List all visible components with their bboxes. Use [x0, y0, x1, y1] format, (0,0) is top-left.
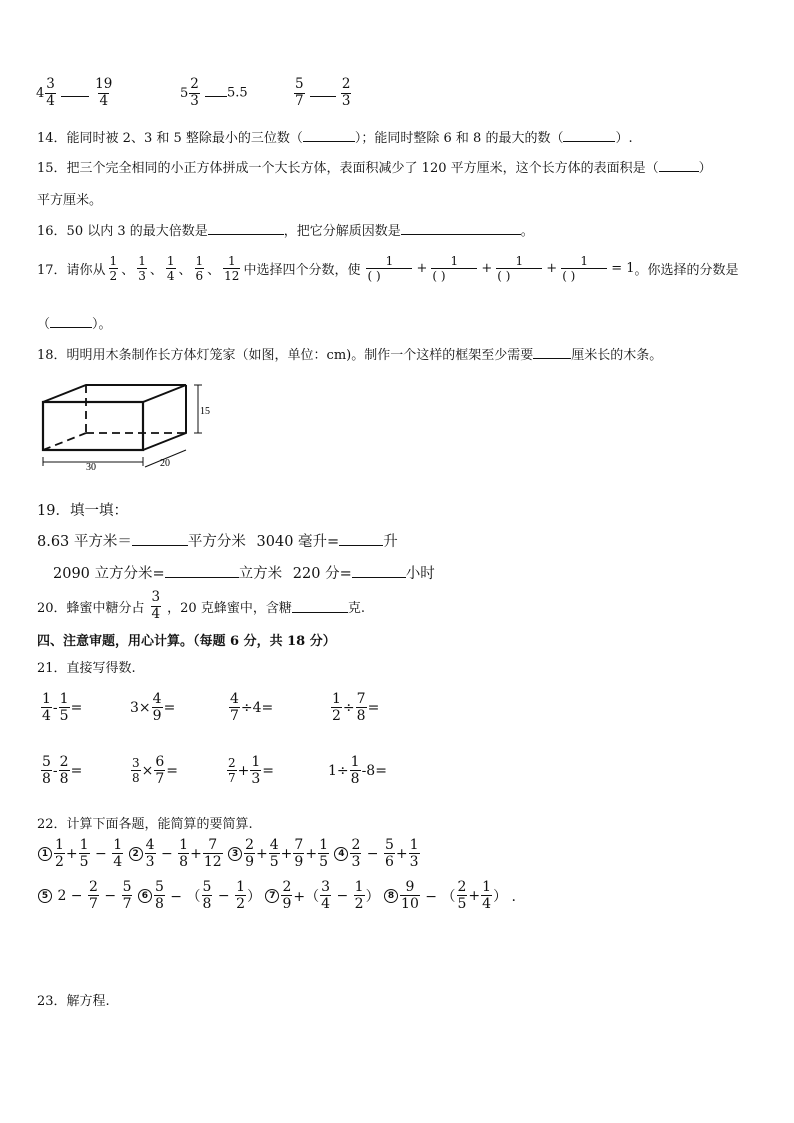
q13-item-a: 4 $\frac{3}{4}$ $\frac{19}{4}$ — [36, 76, 113, 109]
circled-number: 6 — [138, 889, 152, 903]
width-label: 20 — [160, 458, 170, 469]
q15-line2: 平方厘米。 — [37, 193, 103, 208]
circled-number: 3 — [228, 847, 242, 861]
answer-blank[interactable] — [352, 566, 406, 578]
q21-expr-4: $\frac{1}{2}$ ÷ $\frac{7}{8}$ = — [332, 691, 380, 724]
answer-blank[interactable] — [310, 85, 336, 97]
q15-line1: 15．把三个完全相同的小正方体拼成一个大长方体，表面积减少了 120 平方厘米，这个长方体的表面积是（ ） — [37, 161, 712, 176]
q21-expr-3: $\frac{4}{7}$ ÷4= — [230, 691, 274, 724]
q21-expr-2: 3× $\frac{4}{9}$ = — [130, 691, 176, 724]
circled-number: 1 — [38, 847, 52, 861]
q18-line: 18．明明用木条制作长方体灯笼家（如图，单位：cm)。制作一个这样的框架至少需要 厘米长的木条。 — [37, 348, 663, 363]
answer-blank[interactable] — [533, 347, 571, 359]
answer-blank[interactable] — [50, 316, 92, 328]
cuboid-figure — [36, 380, 216, 475]
blank-fraction[interactable]: $\frac{1}{( )}$ — [561, 255, 607, 282]
circled-number: 5 — [38, 889, 52, 903]
circled-number: 2 — [129, 847, 143, 861]
q13-item-c: $\frac{5}{7}$ $\frac{2}{3}$ — [295, 76, 351, 109]
q17-line1: 17．请你从 $\frac{1}{2}$ 、 $\frac{1}{3}$ 、 $\frac{1}{4}$ 、 $\frac{1}{6}$ 、 $\frac{1}{12}$ 中选择四个分数，使 $\frac{1}{( )}$ + $\frac{1}{( )}$ + $\frac{1}{( )}$ + $\frac{1}{( )}$ = 1 。你选择的分数是 — [37, 254, 739, 283]
answer-blank[interactable] — [208, 223, 284, 235]
q21-expr-6: $\frac{3}{8}$ × $\frac{6}{7}$ = — [132, 754, 179, 787]
length-label: 30 — [86, 462, 96, 473]
answer-blank[interactable] — [165, 566, 239, 578]
answer-blank[interactable] — [205, 85, 227, 97]
q21-title: 21．直接写得数. — [37, 661, 136, 676]
q22-row2: 5 2 − $\frac{2}{7}$ − $\frac{5}{7}$ 6 $\frac{5}{8}$ − （ $\frac{5}{8}$ − $\frac{1}{2}$ ） 7 $\frac{2}{9}$ +（ $\frac{3}{4}$ − $\frac{1}{2}$ ） 8 $\frac{9}{10}$ − （ $\frac{2}{5}$ + $\frac{1}{4}$ ） . — [38, 880, 516, 911]
answer-blank[interactable] — [401, 223, 521, 235]
height-label: 15 — [200, 406, 210, 417]
q22-row1: 1 $\frac{1}{2}$ + $\frac{1}{5}$ − $\frac{1}{4}$ 2 $\frac{4}{3}$ − $\frac{1}{8}$ + $\frac{7}{12}$ 3 $\frac{2}{9}$ + $\frac{4}{5}$ + $\frac{7}{9}$ + $\frac{1}{5}$ 4 $\frac{2}{3}$ − $\frac{5}{6}$ + $\frac{1}{3}$ — [38, 838, 421, 869]
q21-expr-8: 1÷ $\frac{1}{8}$ -8= — [328, 754, 387, 787]
answer-blank[interactable] — [132, 534, 188, 546]
answer-blank[interactable] — [563, 130, 615, 142]
q21-expr-1: $\frac{1}{4}$ - $\frac{1}{5}$ = — [42, 691, 83, 724]
answer-blank[interactable] — [303, 130, 355, 142]
blank-fraction[interactable]: $\frac{1}{( )}$ — [496, 255, 542, 282]
blank-fraction[interactable]: $\frac{1}{( )}$ — [366, 255, 412, 282]
answer-blank[interactable] — [659, 160, 699, 172]
q16-line: 16．50 以内 3 的最大倍数是 ，把它分解质因数是 。 — [37, 224, 534, 239]
answer-blank[interactable] — [292, 600, 348, 613]
section-title: 四、注意审题，用心计算。（每题 6 分，共 18 分） — [37, 634, 336, 649]
q19-title: 19．填一填： — [37, 503, 128, 519]
q21-expr-7: $\frac{2}{7}$ + $\frac{1}{3}$ = — [228, 754, 275, 787]
q19-row2: 2090 立方分米= 立方米 220 分= 小时 — [53, 566, 435, 582]
circled-number: 8 — [384, 889, 398, 903]
q19-row1: 8.63 平方米＝ 平方分米 3040 毫升= 升 — [37, 534, 398, 550]
q13-item-b: 5 $\frac{2}{3}$ 5.5 — [180, 76, 248, 109]
q17-line2: （ ）。 — [37, 317, 112, 332]
q22-title: 22．计算下面各题，能简算的要简算. — [37, 817, 253, 832]
circled-number: 4 — [334, 847, 348, 861]
q21-expr-5: $\frac{5}{8}$ - $\frac{2}{8}$ = — [42, 754, 83, 787]
q14-line: 14．能同时被 2、3 和 5 整除最小的三位数（ ）；能同时整除 6 和 8 的最大的数（ ）. — [37, 131, 633, 146]
blank-fraction[interactable]: $\frac{1}{( )}$ — [431, 255, 477, 282]
q20-line: 20．蜂蜜中糖分占 $\frac{3}{4}$ ，20 克蜂蜜中，含糖 克. — [37, 589, 365, 622]
answer-blank[interactable] — [61, 85, 89, 97]
circled-number: 7 — [265, 889, 279, 903]
q23-title: 23．解方程. — [37, 994, 110, 1009]
answer-blank[interactable] — [339, 534, 383, 546]
